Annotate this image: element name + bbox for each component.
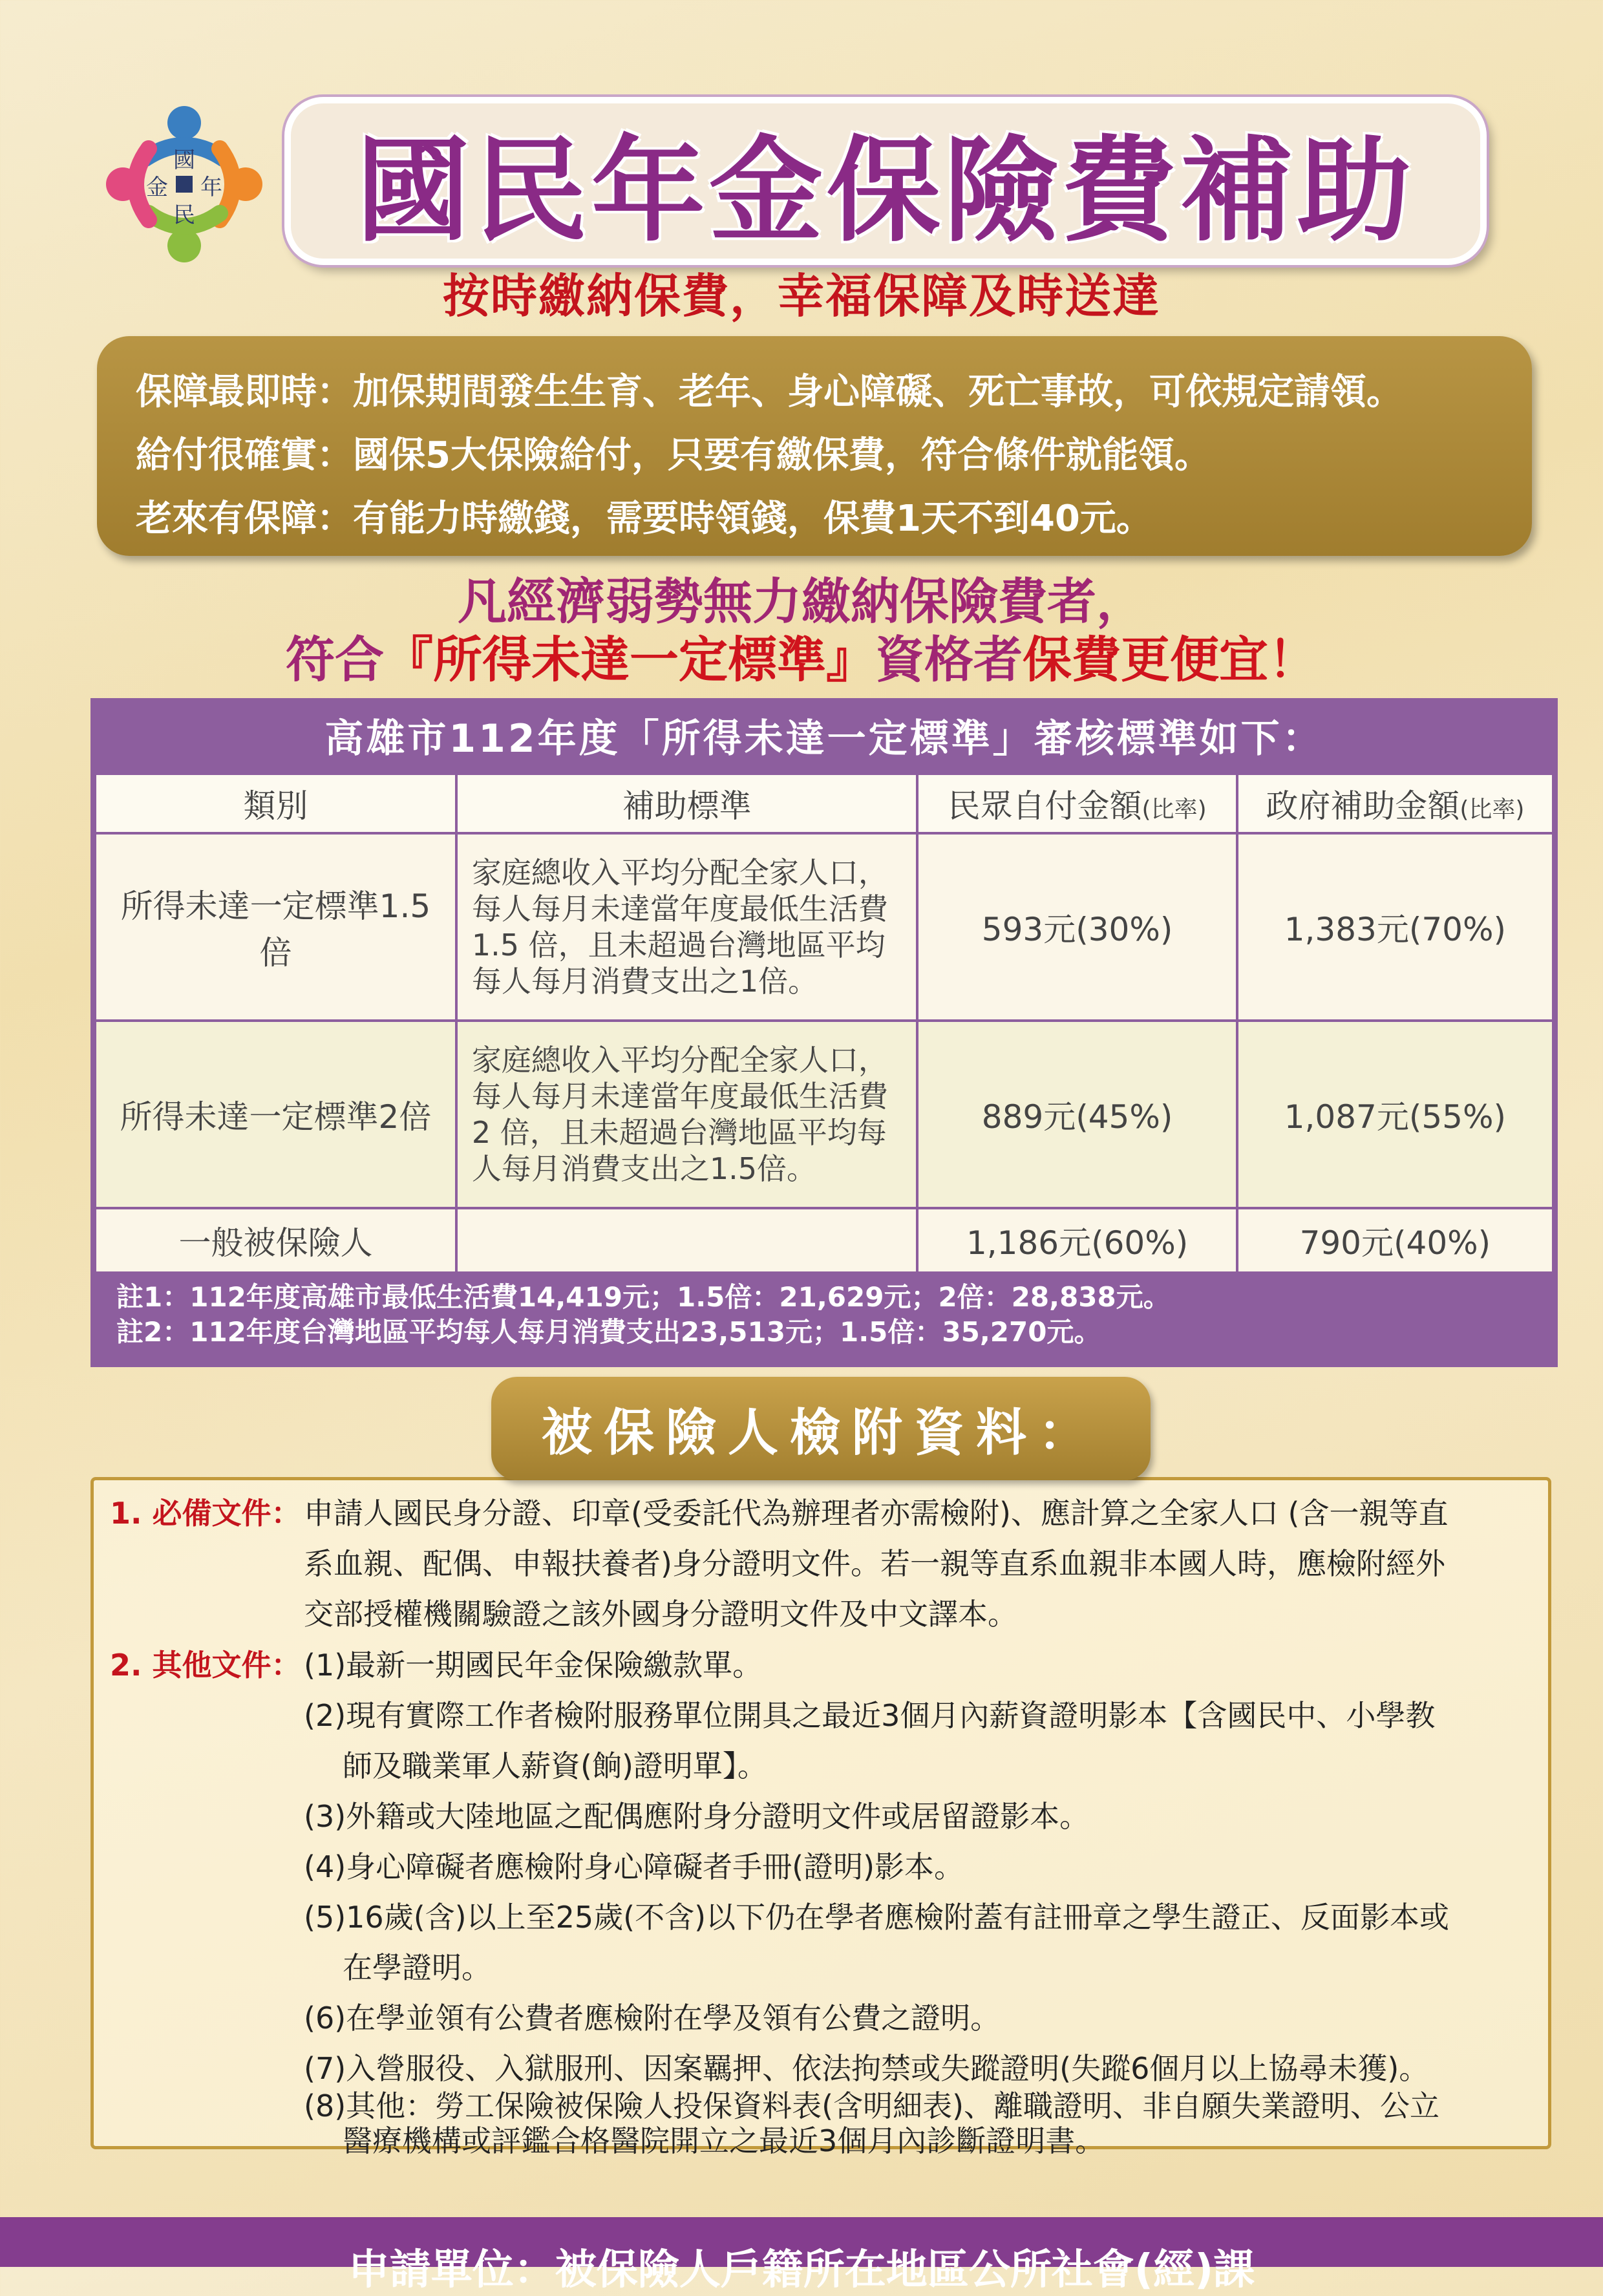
row-category: 所得未達一定標準2倍 <box>95 1021 456 1208</box>
header-standard: 補助標準 <box>456 774 918 833</box>
criteria-line: 家庭總收入平均分配全家人口， <box>471 855 888 890</box>
required-label: 1. 必備文件： <box>110 1496 301 1531</box>
logo-char-min: 民 <box>173 202 195 228</box>
documents-heading: 被保險人檢附資料： <box>491 1377 1151 1480</box>
criteria-line: 家庭總收入平均分配全家人口， <box>471 1043 888 1078</box>
row-gov-pay: 1,383元(70%) <box>1237 833 1553 1021</box>
footer-bar <box>0 2217 1603 2294</box>
subtitle: 按時繳納保費，幸福保障及時送達 <box>442 269 1160 323</box>
income-standard-table-panel <box>90 698 1558 1367</box>
criteria-line: 1.5 倍，且未超過台灣地區平均 <box>471 928 886 962</box>
header-self-pay <box>917 774 1237 833</box>
other-line: (8)其他：勞工保險被保險人投保資料表(含明細表)、離職證明、非自願失業證明、公立 <box>304 2089 1440 2123</box>
required-line: 申請人國民身分證、印章(受委託代為辦理者亦需檢附)、應計算之全家人口 (含一親等直 <box>304 1496 1449 1531</box>
row-gov-pay: 790元(40%) <box>1237 1208 1553 1273</box>
criteria-line: 每人每月未達當年度最低生活費 <box>471 1079 888 1114</box>
other-line: 醫療機構或評鑑合格醫院開立之最近3個月內診斷證明書。 <box>343 2123 1105 2158</box>
header-category: 類別 <box>95 774 456 833</box>
logo-char-nian: 年 <box>200 175 222 200</box>
headline-highlight: 『所得未達一定標準』 <box>384 631 875 688</box>
table-row <box>95 833 1553 1021</box>
row-self-pay: 1,186元(60%) <box>917 1208 1237 1273</box>
table-row <box>95 1021 1553 1208</box>
logo-char-guo: 國 <box>173 147 195 173</box>
logo-char-jin: 金 <box>146 175 168 200</box>
benefit-line: 給付很確實：國保5大保險給付，只要有繳保費，符合條件就能領。 <box>136 434 1211 476</box>
row-criteria <box>456 1021 918 1208</box>
row-criteria <box>456 1208 918 1273</box>
row-category: 一般被保險人 <box>95 1208 456 1273</box>
header-ratio: (比率) <box>1141 796 1207 823</box>
benefits-panel <box>97 336 1532 556</box>
row-self-pay: 593元(30%) <box>917 833 1237 1021</box>
income-standard-table <box>94 772 1555 1274</box>
row-gov-pay: 1,087元(55%) <box>1237 1021 1553 1208</box>
other-line: (2)現有實際工作者檢附服務單位開具之最近3個月內薪資證明影本【含國民中、小學教 <box>304 1698 1436 1733</box>
other-line: 師及職業軍人薪資(餉)證明單】。 <box>343 1749 767 1783</box>
headline-part: 資格者 <box>875 631 1023 688</box>
benefit-line: 保障最即時：加保期間發生生育、老年、身心障礙、死亡事故，可依規定請領。 <box>136 371 1403 413</box>
criteria-line: 每人每月未達當年度最低生活費 <box>471 891 888 926</box>
national-pension-logo <box>97 97 271 271</box>
footer-text: 申請單位：被保險人戶籍所在地區公所社會(經)課 <box>348 2246 1255 2294</box>
other-line: (6)在學並領有公費者應檢附在學及領有公費之證明。 <box>304 2001 1001 2036</box>
note-line: 註1：112年度高雄市最低生活費14,419元；1.5倍：21,629元；2倍：28,838元。 <box>116 1281 1171 1313</box>
criteria-line: 人每月消費支出之1.5倍。 <box>471 1151 817 1186</box>
headline-part: 符合 <box>286 631 384 688</box>
other-line: 在學證明。 <box>343 1950 491 1985</box>
required-line: 交部授權機關驗證之該外國身分證明文件及中文譯本。 <box>304 1597 1017 1632</box>
other-line: (5)16歲(含)以上至25歲(不含)以下仍在學者應檢附蓋有註冊章之學生證正、反面影本或 <box>304 1900 1450 1935</box>
headline-highlight: 保費更便宜！ <box>1023 631 1317 688</box>
required-line: 系血親、配偶、申報扶養者)身分證明文件。若一親等直系血親非本國人時，應檢附經外 <box>304 1546 1445 1581</box>
other-line: (1)最新一期國民年金保險繳款單。 <box>304 1648 763 1683</box>
other-line: (7)入營服役、入獄服刑、因案羈押、依法拘禁或失蹤證明(失蹤6個月以上協尋未獲)。 <box>304 2051 1429 2086</box>
benefit-line: 老來有保障：有能力時繳錢，需要時領錢，保費1天不到40元。 <box>136 498 1152 540</box>
page-title: 國民年金保險費補助 <box>284 97 1487 265</box>
header-self-pay-label: 民眾自付金額 <box>948 787 1142 825</box>
headline-text: 凡經濟弱勢無力繳納保險費者， <box>458 573 1145 630</box>
table-title: 高雄市112年度「所得未達一定標準」審核標準如下： <box>324 716 1324 761</box>
other-line: (4)身心障礙者應檢附身心障礙者手冊(證明)影本。 <box>304 1849 964 1884</box>
criteria-line: 2 倍，且未超過台灣地區平均每 <box>471 1115 887 1150</box>
criteria-line: 每人每月消費支出之1倍。 <box>471 964 818 999</box>
header-gov-pay <box>1237 774 1553 833</box>
table-row <box>95 1208 1553 1273</box>
row-self-pay: 889元(45%) <box>917 1021 1237 1208</box>
header-gov-pay-label: 政府補助金額 <box>1266 787 1460 825</box>
table-header-row <box>95 774 1553 833</box>
table-notes <box>116 1280 1171 1350</box>
note-line: 註2：112年度台灣地區平均每人每月消費支出23,513元；1.5倍：35,270元。 <box>116 1316 1101 1348</box>
row-criteria <box>456 833 918 1021</box>
row-category: 所得未達一定標準1.5倍 <box>95 833 456 1021</box>
headline-line-2 <box>0 621 1603 691</box>
header-ratio: (比率) <box>1460 796 1525 823</box>
other-label: 2. 其他文件： <box>110 1648 301 1683</box>
other-line: (3)外籍或大陸地區之配偶應附身分證明文件或居留證影本。 <box>304 1799 1090 1834</box>
